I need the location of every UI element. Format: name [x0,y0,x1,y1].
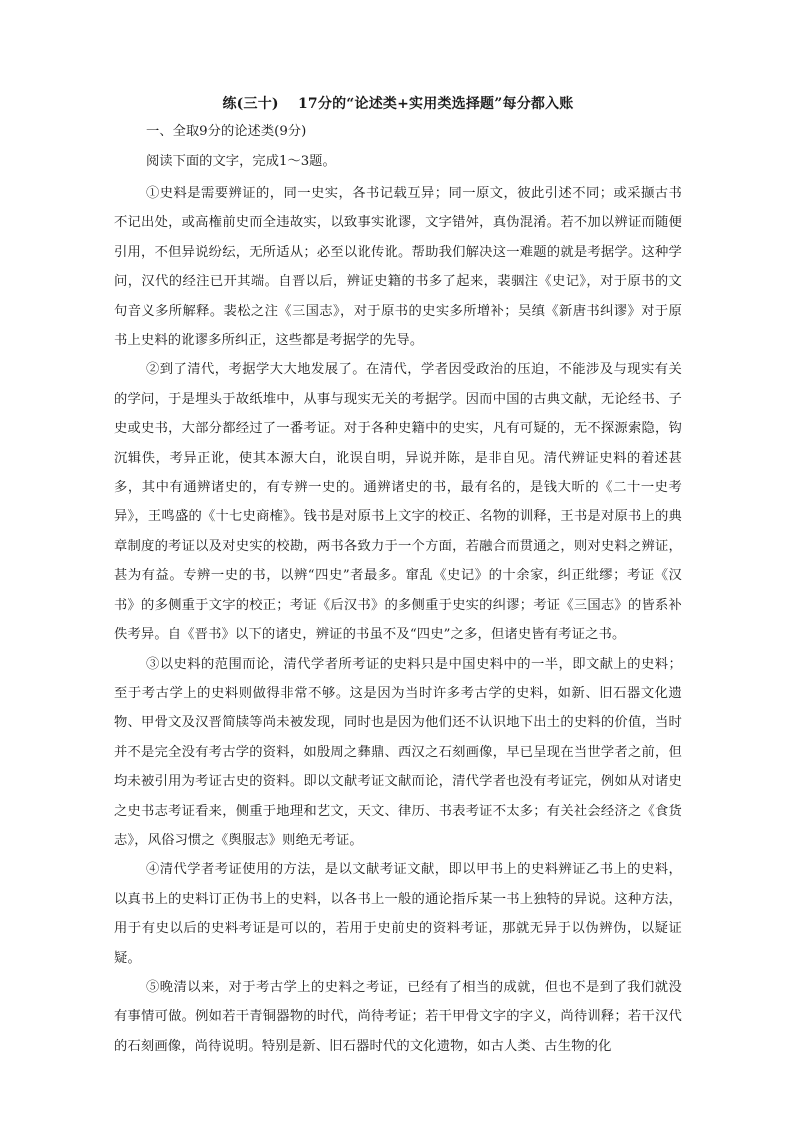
paragraph-1: ①史料是需要辨证的，同一史实，各书记载互异；同一原文，彼此引述不同；或采撷古书不记出处，或高権前史而全违故实，以致事实讹谬，文字错舛，真伪混淆。若不加以辨证而随便引用，不但异说纷纭，无所适从；必至以讹传讹。帮助我们解决这一难题的就是考据学。这种学问，汉代的经注已开其端。自晋以后，辨证史籍的书多了起来，裴骃注《史记》，对于原书的文句音义多所解释。裴松之注《三国志》，对于原书的史实多所增补；吴缜《新唐书纠谬》对于原书上史料的讹谬多所纠正，这些都是考据学的先导。 [114,186,682,349]
section-heading: 一、全取9分的论述类(9分) [146,124,307,139]
document-page [114,93,682,1061]
reading-instruction: 阅读下面的文字，完成1～3题。 [146,154,336,169]
document-title: 练(三十) 17分的“论述类+实用类选择题”每分都入账 [222,96,574,112]
paragraph-5: ⑤晚清以来，对于考古学上的史料之考证，已经有了相当的成就，但也不是到了我们就没有事情可做。例如若干青铜器物的时代，尚待考证；若干甲骨文字的字义，尚待训释；若干汉代的石刻画像，尚待说明。特别是新、旧石器时代的文化遗物，如古人类、古生物的化 [114,979,682,1054]
paragraph-3: ③以史料的范围而论，清代学者所考证的史料只是中国史料中的一半，即文献上的史料；至于考古学上的史料则做得非常不够。这是因为当时许多考古学的史料，如新、旧石器文化遗物、甲骨文及汉晋简牍等尚未被发现，同时也是因为他们还不认识地下出土的史料的价值，当时并不是完全没有考古学的资料，如殷周之彝鼎、西汉之石刻画像，早已呈现在当世学者之前，但均未被引用为考证古史的资料。即以文献考证文献而论，清代学者也没有考证完，例如从对诸史之史书志考证看来，侧重于地理和艺文，天文、律历、书表考证不太多；有关社会经济之《食货志》，风俗习惯之《舆服志》则绝无考证。 [114,656,682,848]
paragraph-2: ②到了清代，考据学大大地发展了。在清代，学者因受政治的压迫，不能涉及与现实有关的学问，于是埋头于故纸堆中，从事与现实无关的考据学。因而中国的古典文献，无论经书、子史或史书，大部分都经过了一番考证。对于各种史籍中的史实，凡有可疑的，无不探源索隐，钩沉辑佚，考异正讹，使其本源大白，讹误自明，异说并陈，是非自见。清代辨证史料的着述甚多，其中有通辨诸史的，有专辨一史的。通辨诸史的书，最有名的，是钱大昕的《二十一史考异》，王鸣盛的《十七史商榷》。钱书是对原书上文字的校正、名物的训释，王书是对原书上的典章制度的考证以及对史实的校勘，两书各致力于一个方面，若融合而贯通之，则对史料之辨证，甚为有益。专辨一史的书，以辨“四史”者最多。窜乱《史记》的十余家，纠正纰缪；考证《汉书》的多侧重于文字的校正；考证《后汉书》的多侧重于史实的纠谬；考证《三国志》的皆系补佚考异。自《晋书》以下的诸史，辨证的书虽不及“四史”之多，但诸史皆有考证之书。 [114,362,682,643]
paragraph-4: ④清代学者考证使用的方法，是以文献考证文献，即以甲书上的史料辨证乙书上的史料，以真书上的史料订正伪书上的史料，以各书上一般的通论指斥某一书上独特的异说。这种方法，用于有史以后的史料考证是可以的，若用于史前史的资料考证，那就无异于以伪辨伪，以疑证疑。 [114,862,682,966]
